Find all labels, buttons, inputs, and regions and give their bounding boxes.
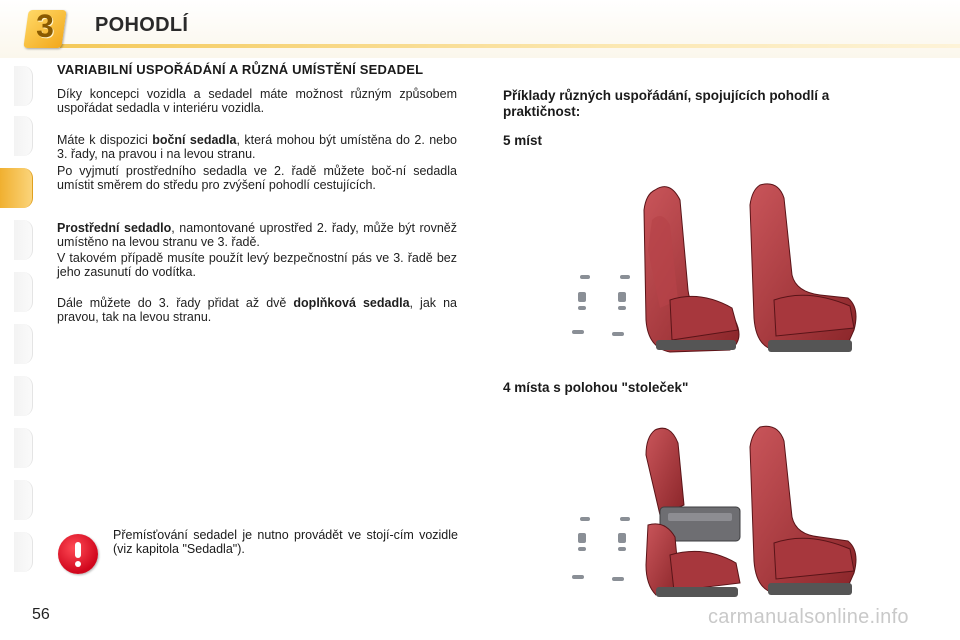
chapter-tab-2[interactable]: [14, 116, 33, 156]
chapter-title: POHODLÍ: [95, 14, 189, 36]
rear-seats-table-mode: [646, 428, 740, 597]
front-seat: [750, 184, 856, 352]
middle-seat-term: Prostřední sedadlo: [57, 221, 172, 235]
middle-removal-paragraph: Po vyjmutí prostředního sedadla ve 2. řadě můžete boč-ní sedadla umístit směrem do středu pro zvýšení pohodlí cestujících.: [57, 164, 457, 192]
chapter-tab-6[interactable]: [14, 324, 33, 364]
seatbelt-paragraph: V takovém případě musíte použít levý bezpečnostní pás ve 3. řadě bez jeho zasunutí do vodítka.: [57, 251, 457, 279]
rear-seats: [644, 187, 739, 352]
config-4-seats-label: 4 místa s polohou "stoleček": [503, 380, 689, 395]
front-seat: [750, 426, 856, 595]
side-seats-term: boční sedadla: [152, 133, 237, 147]
exclamation-icon: [58, 534, 98, 574]
seat-layout-diagram: [572, 275, 630, 336]
chapter-tab-8[interactable]: [14, 428, 33, 468]
chapter-number: 3: [36, 8, 54, 44]
page-number: 56: [32, 606, 50, 623]
seat-layout-diagram: [572, 517, 630, 581]
header-rule: [60, 44, 960, 48]
seats-4-table-illustration: [560, 425, 870, 605]
extra-seats-paragraph: Dále můžete do 3. řady přidat až dvě doplňková sedadla, jak na pravou, tak na levou stranu.: [57, 296, 457, 324]
extra-seats-term: doplňková sedadla: [293, 296, 410, 310]
middle-seat-paragraph: Prostřední sedadlo, namontované uprostřed 2. řady, může být rovněž umístěno na levou stranu ve 3. řadě.: [57, 221, 457, 249]
chapter-tab-5[interactable]: [14, 272, 33, 312]
chapter-tabs: [0, 62, 34, 582]
examples-heading: Příklady různých uspořádání, spojujících pohodlí a praktičnost:: [503, 88, 830, 119]
watermark: carmanualsonline.info: [708, 606, 909, 628]
chapter-tab-7[interactable]: [14, 376, 33, 416]
seats-5-illustration: [560, 180, 870, 360]
intro-paragraph: Díky koncepci vozidla a sedadel máte možnost různým způsobem uspořádat sedadla v interiéru vozidla.: [57, 87, 457, 115]
chapter-tab-10[interactable]: [14, 532, 33, 572]
warning-text: Přemísťování sedadel je nutno provádět ve stojí-cím vozidle (viz kapitola "Sedadla").: [113, 528, 458, 556]
config-5-seats-label: 5 míst: [503, 133, 543, 148]
chapter-tab-4[interactable]: [14, 220, 33, 260]
section-title: VARIABILNÍ USPOŘÁDÁNÍ A RŮZNÁ UMÍSTĚNÍ SEDADEL: [57, 62, 424, 77]
side-seats-paragraph: Máte k dispozici boční sedadla, která mohou být umístěna do 2. nebo 3. řady, na pravou i na levou stranu.: [57, 133, 457, 161]
chapter-tab-3-active[interactable]: [0, 168, 33, 208]
chapter-tab-9[interactable]: [14, 480, 33, 520]
chapter-tab-1[interactable]: [14, 66, 33, 106]
